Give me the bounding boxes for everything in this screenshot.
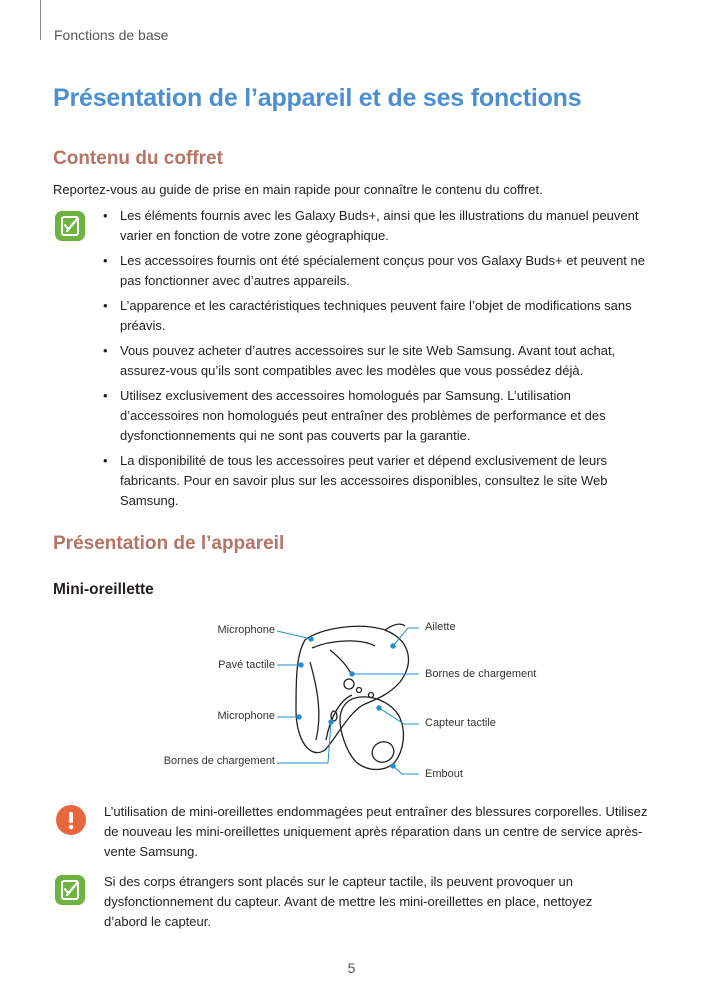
callout-dot: [350, 672, 354, 676]
header-section: Fonctions de base: [54, 27, 169, 43]
list-item: • L’apparence et les caractéristiques techniques peuvent faire l’objet de modifications sans préavis.: [103, 298, 632, 333]
page-number: 5: [347, 960, 356, 976]
label-pave-tactile: Pavé tactile: [218, 659, 275, 671]
warning-text: L’utilisation de mini-oreillettes endommagées peut entraîner des blessures corporelles. Utilisez de nouveau les mini-oreillettes uniquement après réparation dans un centre de service après-vente Samsung.: [104, 804, 648, 859]
list-item: • Utilisez exclusivement des accessoires homologués par Samsung. L’utilisation d’accessoires non homologués peut entraîner des problèmes de performance et des dysfonctionnements qui ne sont pas couverts par la garantie.: [103, 388, 606, 443]
warning-icon: [56, 805, 86, 835]
label-bornes-left: Bornes de chargement: [163, 755, 275, 767]
note-icon: [55, 875, 85, 905]
callout-dot: [391, 644, 395, 648]
note-text: Si des corps étrangers sont placés sur le capteur tactile, ils peuvent provoquer un dysfonctionnement du capteur. Avant de mettre les mini-oreillettes en place, nettoyez d’abord le capteur.: [104, 874, 593, 929]
note-icon: [55, 211, 85, 241]
box-contents-intro: Reportez-vous au guide de prise en main rapide pour connaître le contenu du coffret.: [53, 182, 543, 197]
subsection-title-earbud: Mini-oreillette: [53, 581, 154, 598]
label-embout: Embout: [425, 768, 463, 780]
callout-dot: [377, 706, 381, 710]
callout-dot: [309, 637, 313, 641]
list-item: • Les éléments fournis avec les Galaxy Buds+, ainsi que les illustrations du manuel peuvent varier en fonction de votre zone géographique.: [103, 208, 639, 243]
label-microphone-bottom: Microphone: [217, 710, 275, 722]
label-ailette: Ailette: [425, 621, 456, 633]
box-contents-bullet-list: [100, 206, 652, 516]
callout-dot: [391, 764, 395, 768]
section-title-box-contents: Contenu du coffret: [53, 148, 223, 169]
earbud-diagram: [0, 600, 703, 800]
header-rule: [40, 0, 41, 40]
label-bornes-right: Bornes de chargement: [425, 668, 537, 680]
list-item: • Vous pouvez acheter d’autres accessoires sur le site Web Samsung. Avant tout achat, assurez-vous qu’ils sont compatibles avec les modèles que vous possédez déjà.: [103, 343, 616, 378]
label-microphone-top: Microphone: [217, 624, 275, 636]
section-title-device-layout: Présentation de l’appareil: [53, 533, 285, 554]
page-title: Présentation de l’appareil et de ses fonctions: [53, 84, 582, 112]
list-item: • Les accessoires fournis ont été spécialement conçus pour vos Galaxy Buds+ et peuvent ne pas fonctionner avec d’autres appareils.: [103, 253, 645, 288]
list-item: • La disponibilité de tous les accessoires peut varier et dépend exclusivement de leurs fabricants. Pour en savoir plus sur les accessoires disponibles, consultez le site Web Samsung.: [103, 453, 608, 508]
label-capteur-tactile: Capteur tactile: [425, 717, 496, 729]
callout-dot: [329, 720, 333, 724]
callout-dot: [299, 663, 303, 667]
callout-dot: [297, 715, 301, 719]
